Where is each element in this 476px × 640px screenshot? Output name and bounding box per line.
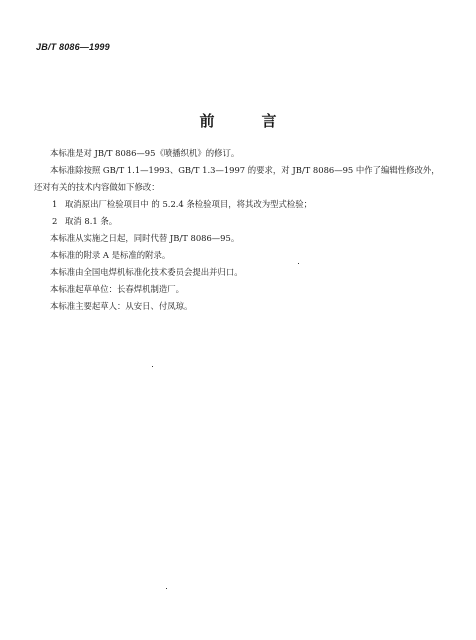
foreword-body	[34, 145, 450, 315]
standard-code: JB/T 8086—1999	[36, 42, 110, 52]
list-item-text: 取消 8.1 条。	[65, 216, 118, 226]
paragraph-proposer: 本标准由全国电焊机标准化技术委员会提出并归口。	[50, 267, 243, 277]
scan-speck	[166, 588, 167, 589]
list-item-text: 取消原出厂检验项目中 的 5.2.4 条检验项目，将其改为型式检验；	[65, 199, 313, 209]
scan-speck	[298, 263, 299, 264]
scan-speck	[152, 366, 153, 367]
list-item-number: 1	[52, 199, 58, 209]
paragraph-modification-continued: 还对有关的技术内容做如下修改：	[34, 182, 160, 192]
list-item	[40, 196, 450, 213]
list-item-number: 2	[52, 216, 58, 226]
paragraph-modification: 本标准除按照 GB/T 1.1—1993、GB/T 1.3—1997 的要求，对 JB/T 8086—95 中作了编辑性修改外，	[50, 165, 440, 175]
paragraph-drafters: 本标准主要起草人：从安日、付凤琼。	[50, 301, 193, 311]
list-item	[40, 213, 450, 230]
paragraph-replacement: 本标准从实施之日起，同时代替 JB/T 8086—95。	[50, 233, 240, 243]
paragraph-revision: 本标准是对 JB/T 8086—95《喷播织机》的修订。	[50, 148, 240, 158]
page-title: 前 言	[199, 112, 293, 130]
paragraph-appendix: 本标准的附录 A 是标准的附录。	[50, 250, 171, 260]
paragraph-drafting-unit: 本标准起草单位：长春焊机制造厂。	[50, 284, 184, 294]
